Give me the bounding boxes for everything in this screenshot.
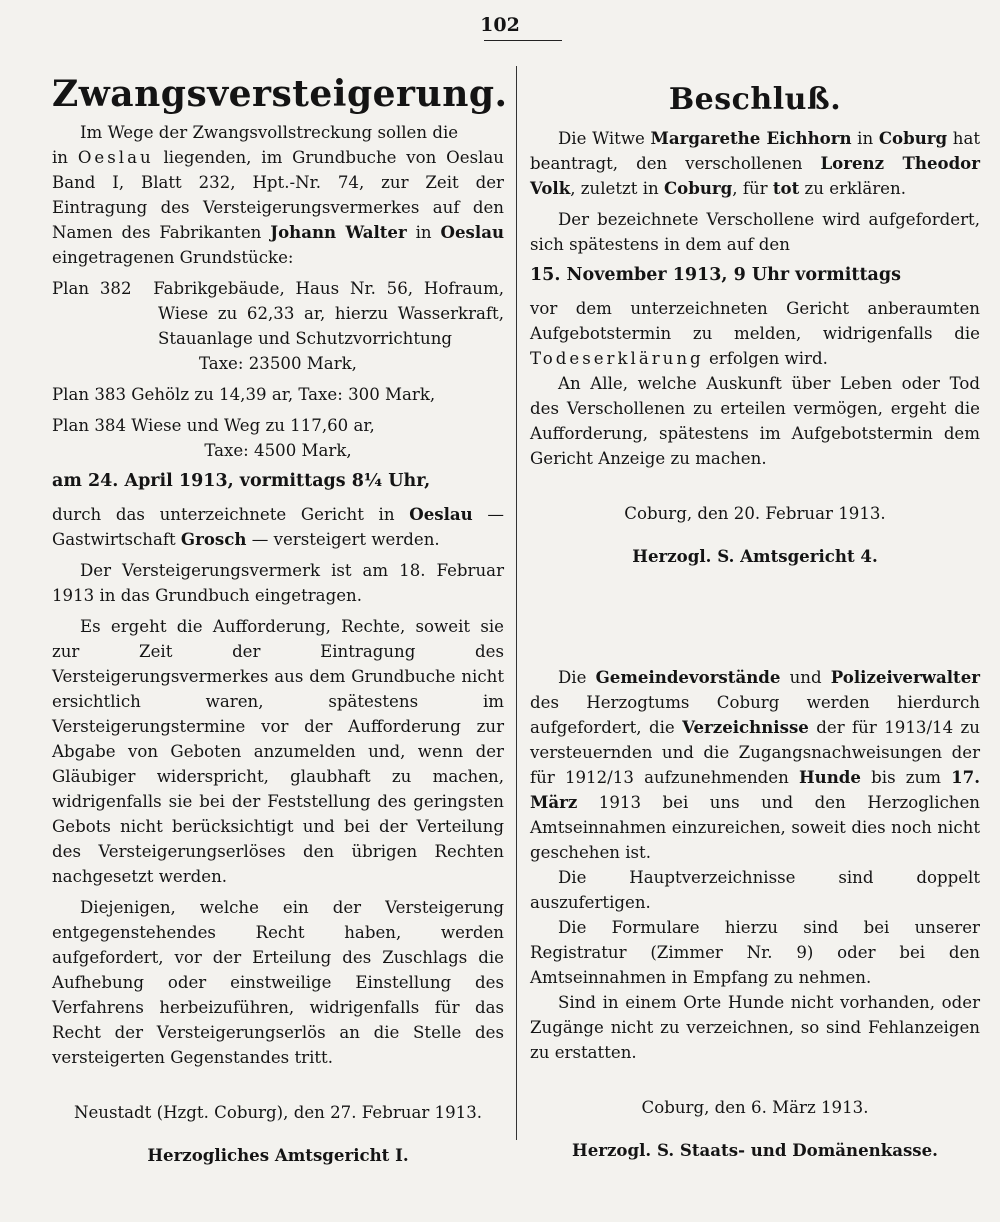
- decision-paragraph-2: Der bezeichnete Verschollene wird aufgefordert, sich spätestens in dem auf den: [530, 210, 980, 254]
- diejenigen-paragraph: Diejenigen, welche ein der Versteigerung entgegenstehendes Recht haben, werden aufgefordert, vor der Erteilung des Zuschlags die Aufhebung oder einstweilige Einstellung des Verfahrens herbeizuführen, widrigenfalls für das Recht der Versteigerungserlös an die Stelle des versteigerten Gegenstandes tritt.: [52, 898, 504, 1067]
- decision-date: 15. November 1913, 9 Uhr vormittags: [530, 265, 901, 285]
- decision-paragraph-1: Die Witwe Margarethe Eichhorn in Coburg hat beantragt, den verschollenen Lorenz Theodor Volk, zuletzt in Coburg, für tot zu erklären.: [530, 128, 981, 198]
- vermerk-paragraph: Der Versteigerungsvermerk ist am 18. Februar 1913 in das Grundbuch eingetragen.: [52, 561, 504, 605]
- plan-384: Plan 384 Wiese und Weg zu 117,60 ar,: [52, 416, 375, 435]
- auction-intro-line: Im Wege der Zwangsvollstreckung sollen die: [80, 123, 459, 142]
- decision-signature: Herzogl. S. Amtsgericht 4.: [632, 546, 878, 566]
- dog-notice-paragraph-3: Die Formulare hierzu sind bei unserer Registratur (Zimmer Nr. 9) oder bei den Amtseinnahmen in Empfang zu nehmen.: [530, 918, 980, 987]
- dog-notice-signature: Herzogl. S. Staats- und Domänenkasse.: [572, 1140, 938, 1160]
- auction-intro: in Oeslau liegenden, im Grundbuche von Oeslau Band I, Blatt 232, Hpt.-Nr. 74, zur Zeit der Eintragung des Versteigerungsvermerkes auf den Namen des Fabrikanten Johann Walter in Oeslau eingetragenen Grundstücke:: [52, 148, 505, 267]
- plan-382: Plan 382 Fabrikgebäude, Haus Nr. 56, Hofraum, Wiese zu 62,33 ar, hierzu Wasserkraft, Stauanlage und Schutzvorrichtung: [52, 279, 504, 348]
- left-column: [52, 68, 508, 1168]
- decision-title: Beschluß.: [668, 82, 842, 117]
- right-column: [530, 68, 980, 1163]
- page-number: 102: [480, 14, 520, 36]
- auction-signature: Herzogliches Amtsgericht I.: [147, 1145, 409, 1165]
- decision-place-date: Coburg, den 20. Februar 1913.: [624, 504, 886, 523]
- place-oeslau: Oeslau: [77, 148, 154, 167]
- dog-notice-place-date: Coburg, den 6. März 1913.: [641, 1098, 869, 1117]
- dog-notice-paragraph-4: Sind in einem Orte Hunde nicht vorhanden, oder Zugänge nicht zu verzeichnen, so sind Fehlanzeigen zu erstatten.: [530, 993, 980, 1062]
- auction-date: am 24. April 1913, vormittags 8¼ Uhr,: [52, 471, 431, 491]
- decision-paragraph-3: vor dem unterzeichneten Gericht anberaumten Aufgebotstermin zu melden, widrigenfalls die Todeserklärung erfolgen wird.: [530, 299, 980, 368]
- dog-notice-paragraph-1: Die Gemeindevorstände und Polizeiverwalter des Herzogtums Coburg werden hierdurch aufgefordert, die Verzeichnisse der für 1913/14 zu versteuernden und die Zugangsnachweisungen der für 1912/13 aufzunehmenden Hunde bis zum 17. März 1913 bei uns und den Herzoglichen Amtseinnahmen einzureichen, soweit dies noch nicht geschehen ist.: [530, 667, 980, 862]
- column-divider: [516, 66, 517, 1140]
- plan-384-tax: Taxe: 4500 Mark,: [204, 441, 352, 460]
- aufforderung-paragraph: Es ergeht die Aufforderung, Rechte, soweit sie zur Zeit der Eintragung des Versteigerungsvermerkes aus dem Grundbuche nicht ersichtlich waren, spätestens im Versteigerungstermine vor der Aufforderung zur Abgabe von Geboten anzumelden und, wenn der Gläubiger widerspricht, glaubhaft zu machen, widrigenfalls sie bei der Feststellung des geringsten Gebots nicht berücksichtigt und bei der Verteilung des Versteigerungserlöses den übrigen Rechten nachgesetzt werden.: [52, 617, 504, 886]
- dog-notice-paragraph-2: Die Hauptverzeichnisse sind doppelt auszufertigen.: [530, 868, 980, 912]
- plan-383: Plan 383 Gehölz zu 14,39 ar, Taxe: 300 Mark,: [52, 385, 436, 404]
- page-number-rule: [484, 40, 562, 41]
- plan-382-tax: Taxe: 23500 Mark,: [199, 354, 357, 373]
- auction-place-date: Neustadt (Hzgt. Coburg), den 27. Februar 1913.: [73, 1103, 483, 1122]
- auction-venue: durch das unterzeichnete Gericht in Oeslau — Gastwirtschaft Grosch — versteigert werden.: [52, 504, 504, 549]
- auction-title: Zwangsversteigerung.: [52, 73, 508, 115]
- owner-place: Oeslau: [440, 222, 505, 242]
- owner-name: Johann Walter: [270, 222, 407, 242]
- decision-paragraph-4: An Alle, welche Auskunft über Leben oder Tod des Verschollenen zu erteilen vermögen, ergeht die Aufforderung, spätestens im Aufgebotstermin dem Gericht Anzeige zu machen.: [530, 374, 980, 468]
